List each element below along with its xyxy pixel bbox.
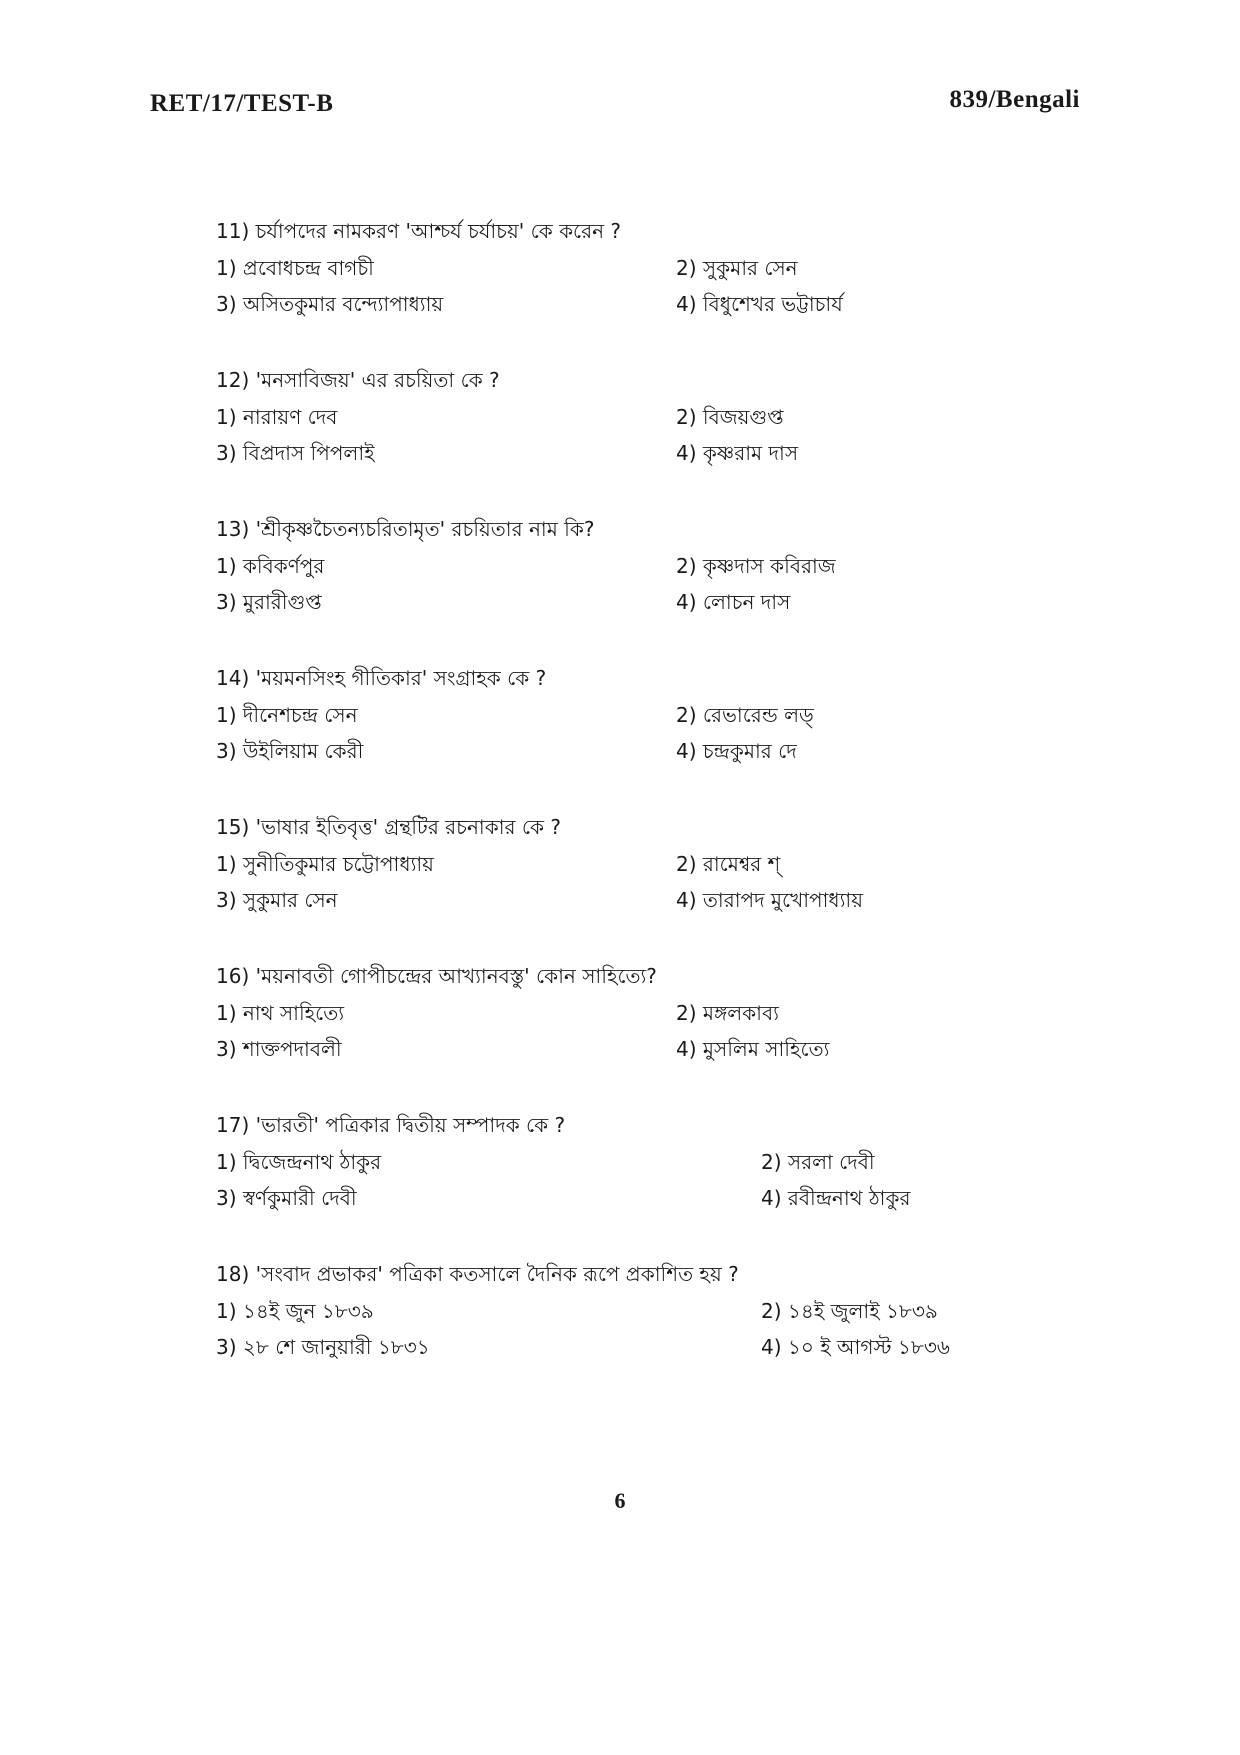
option-row	[216, 250, 1096, 286]
option-row	[216, 733, 1096, 769]
question-text: 12) 'মনসাবিজয়' এর রচয়িতা কে ?	[216, 368, 500, 392]
option-2: 2) ১৪ই জুলাই ১৮৩৯	[761, 1299, 938, 1323]
option-3: 3) বিপ্রদাস পিপলাই	[216, 441, 375, 465]
option-1: 1) নাথ সাহিত্যে	[216, 1001, 345, 1025]
option-1: 1) প্রবোধচন্দ্র বাগচী	[216, 256, 374, 280]
option-4: 4) ১০ ই আগস্ট ১৮৩৬	[761, 1335, 950, 1359]
option-1: 1) কবিকর্ণপুর	[216, 554, 325, 578]
option-2: 2) সরলা দেবী	[761, 1150, 875, 1174]
option-row	[216, 1031, 1096, 1067]
option-2: 2) রামেশ্বর শ্	[676, 852, 781, 876]
page-header	[150, 86, 1080, 126]
option-2: 2) কৃষ্ণদাস কবিরাজ	[676, 554, 836, 578]
question-text: 17) 'ভারতী' পত্রিকার দ্বিতীয় সম্পাদক কে ?	[216, 1113, 566, 1137]
option-1: 1) ১৪ই জুন ১৮৩৯	[216, 1299, 374, 1323]
question-11	[216, 212, 1096, 361]
option-4: 4) লোচন দাস	[676, 590, 791, 614]
option-4: 4) রবীন্দ্রনাথ ঠাকুর	[761, 1186, 911, 1210]
question-15	[216, 808, 1096, 957]
question-text: 13) 'শ্রীকৃষ্ণচৈতন্যচরিতামৃত' রচয়িতার নাম কি?	[216, 517, 595, 541]
question-18	[216, 1255, 1096, 1404]
option-row	[216, 286, 1096, 322]
option-1: 1) দ্বিজেন্দ্রনাথ ঠাকুর	[216, 1150, 382, 1174]
option-row	[216, 548, 1096, 584]
option-row	[216, 846, 1096, 882]
option-4: 4) কৃষ্ণরাম দাস	[676, 441, 799, 465]
paper-code: 839/Bengali	[949, 86, 1080, 113]
option-4: 4) বিধুশেখর ভট্টাচার্য	[676, 292, 843, 316]
option-2: 2) মঙ্গলকাব্য	[676, 1001, 779, 1025]
question-16	[216, 957, 1096, 1106]
option-3: 3) স্বর্ণকুমারী দেবী	[216, 1186, 357, 1210]
question-text: 18) 'সংবাদ প্রভাকর' পত্রিকা কতসালে দৈনিক রূপে প্রকাশিত হয় ?	[216, 1262, 739, 1286]
question-17	[216, 1106, 1096, 1255]
option-row	[216, 1293, 1096, 1329]
option-3: 3) উইলিয়াম কেরী	[216, 739, 364, 763]
option-2: 2) বিজয়গুপ্ত	[676, 405, 784, 429]
option-row	[216, 995, 1096, 1031]
option-row	[216, 435, 1096, 471]
option-2: 2) রেভারেন্ড লড্	[676, 703, 814, 727]
option-row	[216, 1180, 1096, 1216]
option-row	[216, 882, 1096, 918]
option-3: 3) মুরারীগুপ্ত	[216, 590, 322, 614]
question-text: 15) 'ভাষার ইতিবৃত্ত' গ্রন্থটির রচনাকার কে ?	[216, 815, 561, 839]
option-4: 4) চন্দ্রকুমার দে	[676, 739, 797, 763]
question-12	[216, 361, 1096, 510]
option-row	[216, 399, 1096, 435]
option-row	[216, 1329, 1096, 1365]
option-4: 4) মুসলিম সাহিত্যে	[676, 1037, 830, 1061]
option-row	[216, 1144, 1096, 1180]
option-3: 3) সুকুমার সেন	[216, 888, 338, 912]
question-13	[216, 510, 1096, 659]
question-text: 14) 'ময়মনসিংহ গীতিকার' সংগ্রাহক কে ?	[216, 666, 547, 690]
page-number: 6	[614, 1488, 626, 1513]
option-2: 2) সুকুমার সেন	[676, 256, 798, 280]
question-text: 11) চর্যাপদের নামকরণ 'আশ্চর্য চর্যাচয়' কে করেন ?	[216, 219, 622, 243]
question-text: 16) 'ময়নাবতী গোপীচন্দ্রের আখ্যানবস্তু' কোন সাহিত্যে?	[216, 964, 657, 988]
question-list	[216, 212, 1096, 1404]
exam-code: RET/17/TEST-B	[150, 90, 334, 117]
option-1: 1) দীনেশচন্দ্র সেন	[216, 703, 358, 727]
question-14	[216, 659, 1096, 808]
option-4: 4) তারাপদ মুখোপাধ্যায়	[676, 888, 863, 912]
option-row	[216, 697, 1096, 733]
option-row	[216, 584, 1096, 620]
option-3: 3) ২৮ শে জানুয়ারী ১৮৩১	[216, 1335, 430, 1359]
option-1: 1) সুনীতিকুমার চট্টোপাধ্যায়	[216, 852, 434, 876]
option-3: 3) শাক্তপদাবলী	[216, 1037, 342, 1061]
option-1: 1) নারায়ণ দেব	[216, 405, 338, 429]
option-3: 3) অসিতকুমার বন্দ্যোপাধ্যায়	[216, 292, 444, 316]
